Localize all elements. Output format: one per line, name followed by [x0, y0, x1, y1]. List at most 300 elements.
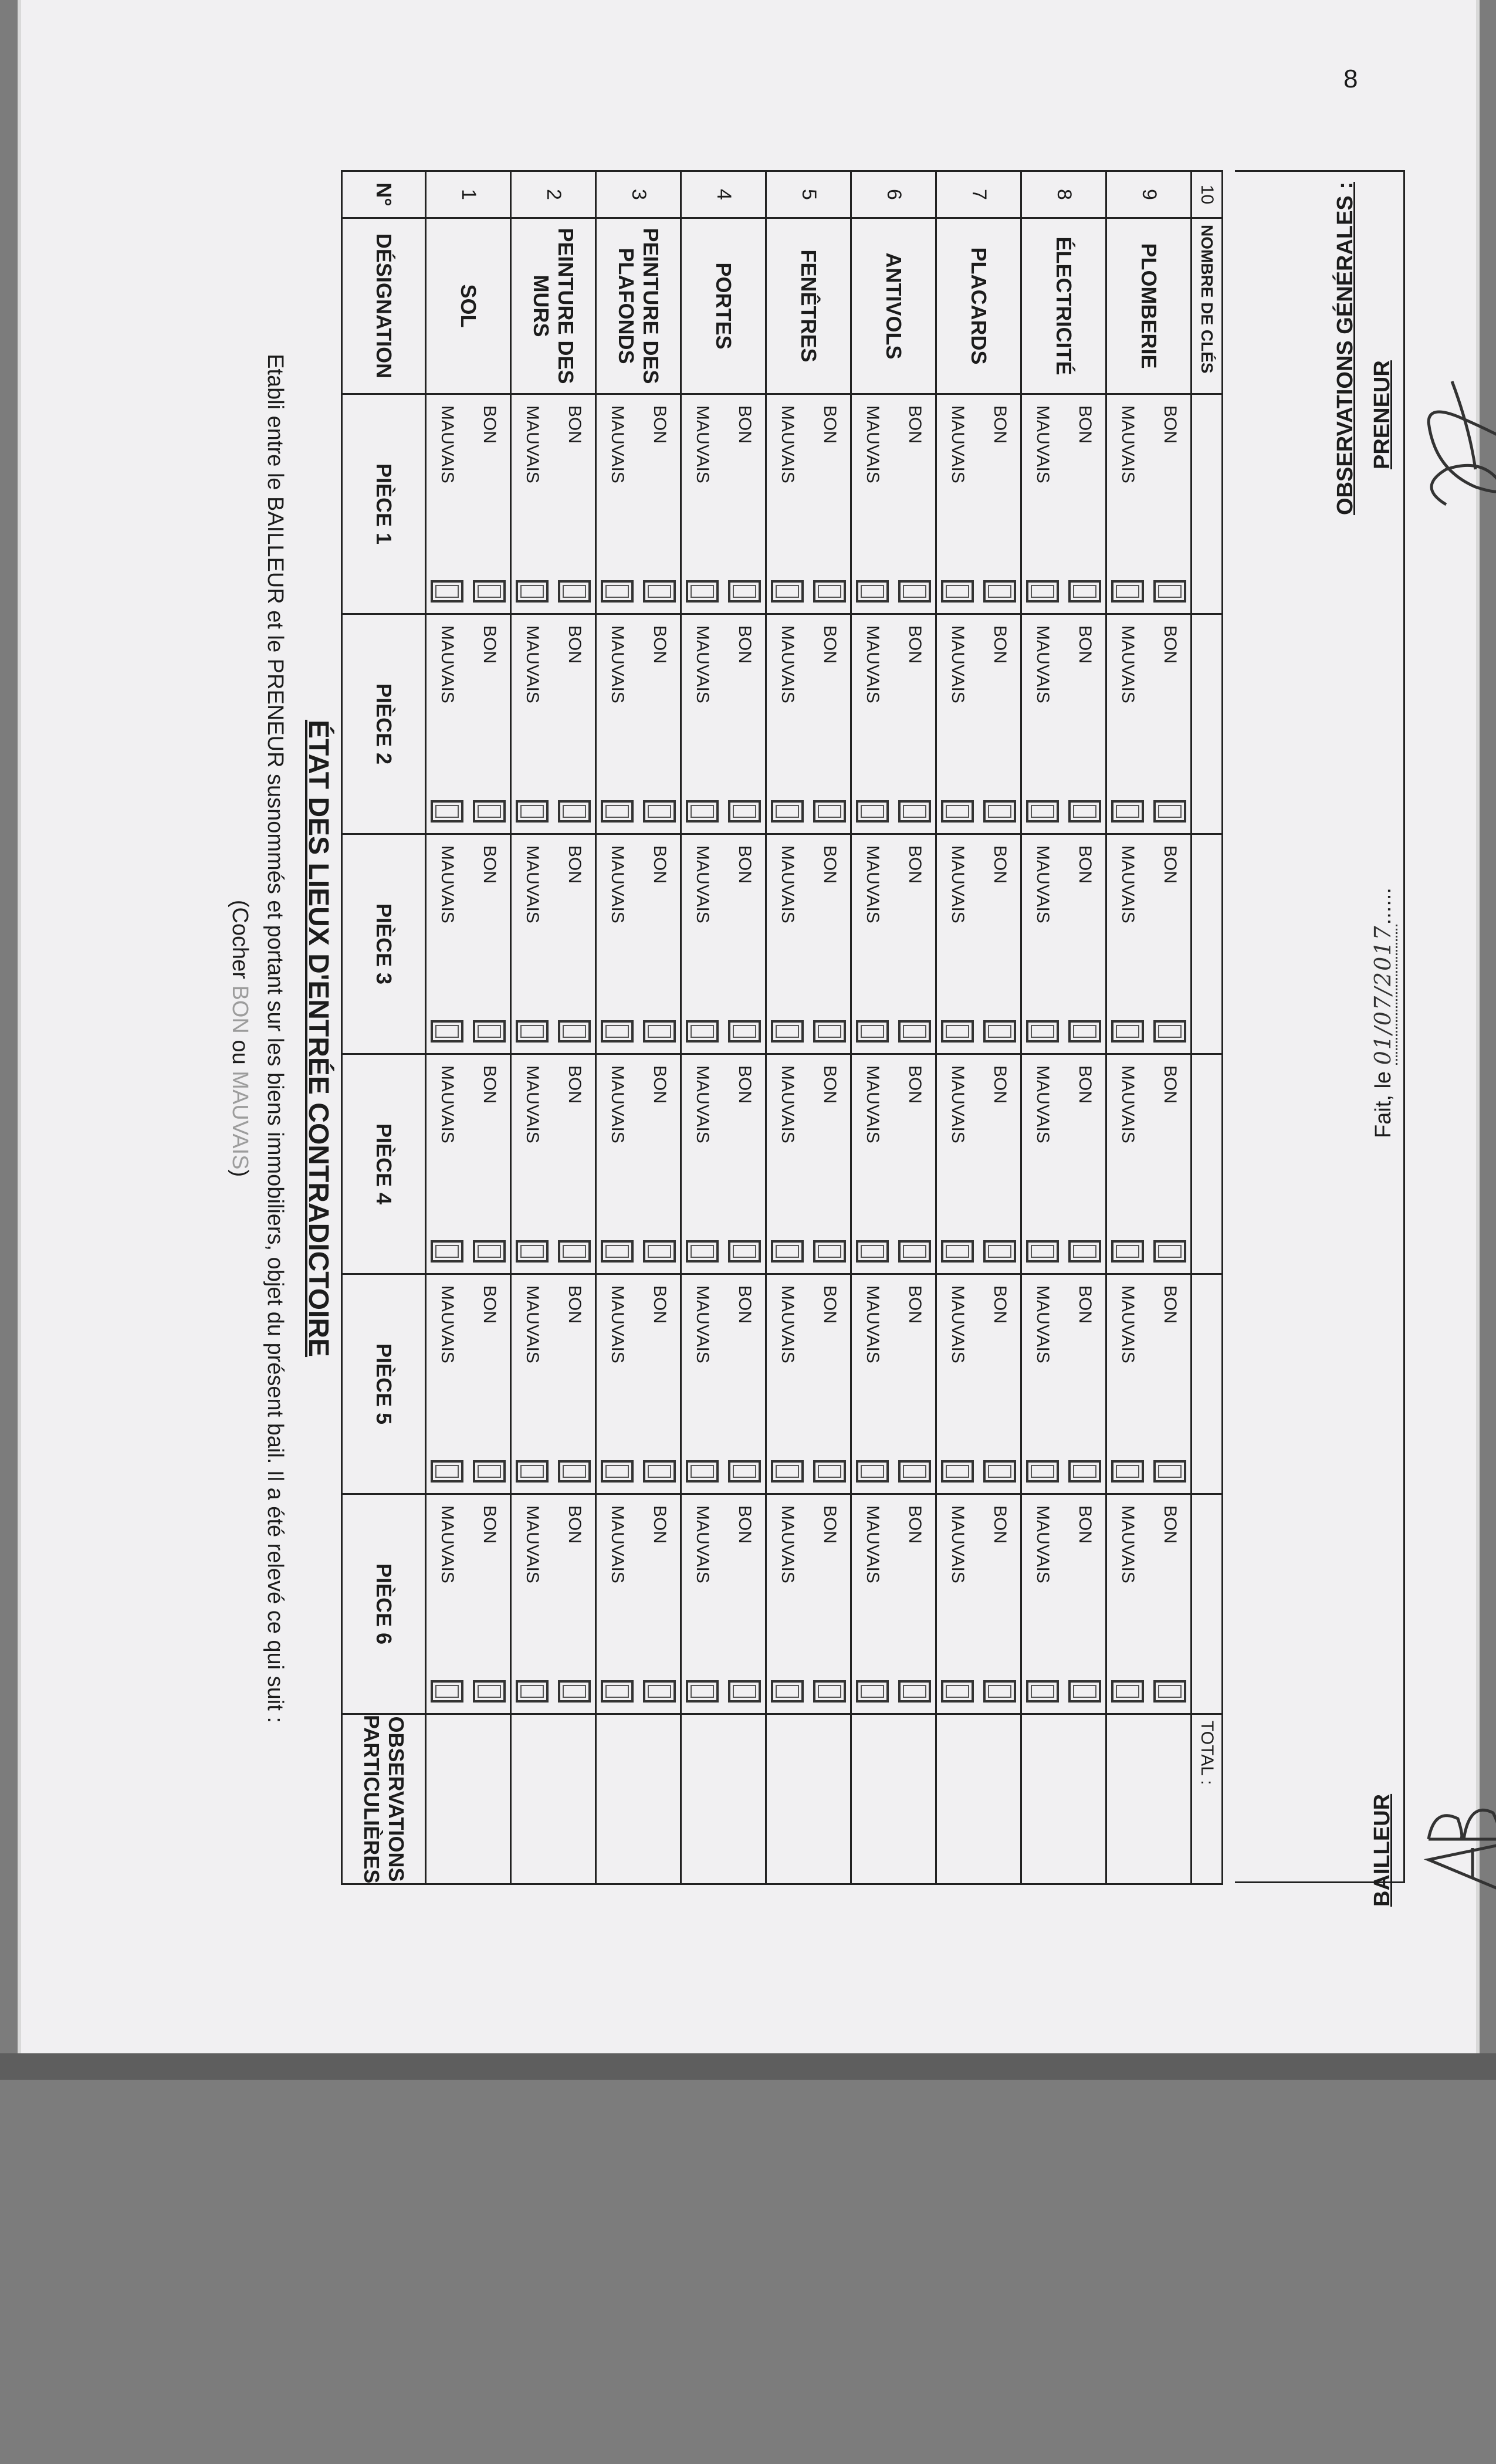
option-good-checkbox[interactable] [643, 800, 676, 823]
option-good-checkbox[interactable] [1153, 1240, 1186, 1263]
option-good-checkbox[interactable] [728, 1680, 761, 1703]
option-good-checkbox[interactable] [558, 580, 591, 603]
option-bad [516, 625, 549, 823]
option-good-checkbox[interactable] [898, 800, 931, 823]
table-row [936, 171, 1021, 1884]
row-designation [936, 218, 1021, 394]
row-observations-cell[interactable] [851, 1714, 936, 1884]
option-good-checkbox[interactable] [1068, 1020, 1101, 1043]
option-good [558, 405, 591, 603]
option-bad-label: MAUVAIS [438, 625, 457, 703]
condition-options [1111, 1055, 1186, 1273]
table-row [511, 171, 596, 1884]
option-bad-checkbox[interactable] [941, 1020, 974, 1043]
option-bad-checkbox[interactable] [516, 580, 549, 603]
row-observations-cell[interactable] [426, 1714, 511, 1884]
option-bad-checkbox[interactable] [686, 1240, 719, 1263]
option-good-checkbox[interactable] [813, 580, 846, 603]
option-good-label: BON [990, 405, 1010, 444]
option-good-label: BON [820, 1505, 840, 1544]
option-bad [1026, 625, 1059, 823]
option-good-checkbox[interactable] [643, 1240, 676, 1263]
piece-6-cell [681, 1494, 766, 1714]
condition-options [941, 835, 1016, 1053]
option-good-label: BON [1075, 405, 1095, 444]
option-good-label: BON [650, 1505, 669, 1544]
row-number [1106, 171, 1192, 218]
row-number-text: 8 [1052, 189, 1075, 200]
piece-3-cell [936, 834, 1021, 1054]
row-observations-cell[interactable] [936, 1714, 1021, 1884]
option-bad-checkbox[interactable] [1026, 1680, 1059, 1703]
header-piece-2 [342, 614, 426, 834]
condition-options [686, 615, 761, 833]
option-good-checkbox[interactable] [558, 800, 591, 823]
keys-piece-1-cell[interactable] [1192, 394, 1223, 614]
keys-piece-4-cell[interactable] [1192, 1054, 1223, 1274]
option-good [1068, 405, 1101, 603]
piece-1-cell [1021, 394, 1106, 614]
option-bad-checkbox[interactable] [516, 800, 549, 823]
row-designation-text: PLOMBERIE [1137, 243, 1161, 369]
option-bad-label: MAUVAIS [523, 625, 542, 703]
row-designation [1021, 218, 1106, 394]
option-bad-checkbox[interactable] [1111, 1020, 1144, 1043]
option-good-checkbox[interactable] [983, 800, 1016, 823]
option-good [728, 405, 761, 603]
option-good [898, 1505, 931, 1703]
option-bad-checkbox[interactable] [771, 800, 804, 823]
option-bad [431, 625, 463, 823]
option-good-label: BON [1160, 1065, 1180, 1104]
condition-options [856, 395, 931, 613]
table-row [851, 171, 936, 1884]
condition-options [1111, 395, 1186, 613]
option-good-label: BON [480, 1065, 499, 1104]
option-bad [601, 1505, 634, 1703]
option-bad-checkbox[interactable] [856, 1680, 889, 1703]
option-bad [1026, 1505, 1059, 1703]
option-bad [856, 845, 889, 1043]
option-bad-label: MAUVAIS [1033, 1505, 1052, 1583]
condition-options [431, 1275, 506, 1493]
table-row [1106, 171, 1192, 1884]
piece-6-cell [511, 1494, 596, 1714]
condition-options [856, 615, 931, 833]
option-good-checkbox[interactable] [643, 1020, 676, 1043]
piece-1-cell [681, 394, 766, 614]
option-good [813, 1285, 846, 1483]
option-good-label: BON [735, 625, 754, 664]
option-bad-checkbox[interactable] [1111, 1240, 1144, 1263]
option-bad-checkbox[interactable] [941, 800, 974, 823]
row-observations-cell[interactable] [1106, 1714, 1192, 1884]
piece-3-cell [766, 834, 851, 1054]
option-bad-checkbox[interactable] [1111, 1680, 1144, 1703]
option-bad [1111, 845, 1144, 1043]
keys-row-label-text: NOMBRE DE CLÉS [1198, 225, 1216, 374]
option-good [728, 845, 761, 1043]
option-good [1068, 625, 1101, 823]
row-observations-cell[interactable] [766, 1714, 851, 1884]
option-bad-checkbox[interactable] [601, 1680, 634, 1703]
preneur-signature [1411, 370, 1496, 522]
option-bad-checkbox[interactable] [601, 1020, 634, 1043]
option-bad-checkbox[interactable] [856, 1460, 889, 1483]
row-designation-text: FENÊTRES [797, 249, 821, 363]
row-number-text: 9 [1138, 189, 1160, 200]
option-good [728, 1285, 761, 1483]
piece-3-cell [426, 834, 511, 1054]
page-number: 8 [1343, 65, 1358, 93]
keys-piece-2-cell[interactable] [1192, 614, 1223, 834]
condition-options [516, 1495, 591, 1713]
option-good-checkbox[interactable] [473, 1020, 506, 1043]
condition-options [941, 1055, 1016, 1273]
option-bad-checkbox[interactable] [771, 580, 804, 603]
option-bad-label: MAUVAIS [1118, 1285, 1138, 1363]
row-number [1021, 171, 1106, 218]
option-bad-label: MAUVAIS [608, 625, 627, 703]
option-bad-checkbox[interactable] [1026, 580, 1059, 603]
option-good [558, 1065, 591, 1263]
option-bad [686, 405, 719, 603]
option-bad-label: MAUVAIS [523, 845, 542, 923]
keys-total-cell [1192, 1714, 1223, 1884]
piece-2-cell [426, 614, 511, 834]
option-good-checkbox[interactable] [728, 1240, 761, 1263]
option-good [1153, 405, 1186, 603]
row-observations-cell[interactable] [1021, 1714, 1106, 1884]
option-bad [1026, 1285, 1059, 1483]
option-good-checkbox[interactable] [898, 1240, 931, 1263]
option-good [473, 1505, 506, 1703]
option-good-checkbox[interactable] [983, 1460, 1016, 1483]
option-good-checkbox[interactable] [813, 1020, 846, 1043]
option-bad-checkbox[interactable] [1026, 1020, 1059, 1043]
option-bad [771, 1285, 804, 1483]
option-good-checkbox[interactable] [898, 1460, 931, 1483]
option-good-checkbox[interactable] [558, 1240, 591, 1263]
header-piece-6-text: PIÈCE 6 [372, 1563, 396, 1645]
option-good-label: BON [735, 1505, 754, 1544]
option-bad-label: MAUVAIS [1033, 1065, 1052, 1143]
header-num-text: N° [372, 182, 396, 207]
option-good-checkbox[interactable] [983, 1680, 1016, 1703]
row-observations-cell[interactable] [681, 1714, 766, 1884]
table-row [426, 171, 511, 1884]
option-bad-checkbox[interactable] [856, 1240, 889, 1263]
option-good-checkbox[interactable] [813, 800, 846, 823]
option-bad-checkbox[interactable] [431, 1240, 463, 1263]
row-number-text: 6 [882, 189, 905, 200]
option-good-label: BON [650, 845, 669, 884]
option-bad-label: MAUVAIS [863, 1065, 882, 1143]
option-bad-checkbox[interactable] [771, 1680, 804, 1703]
option-good [983, 845, 1016, 1043]
option-bad-checkbox[interactable] [516, 1680, 549, 1703]
option-bad-checkbox[interactable] [516, 1020, 549, 1043]
option-good-label: BON [820, 1285, 840, 1324]
piece-1-cell [936, 394, 1021, 614]
option-good-checkbox[interactable] [813, 1240, 846, 1263]
condition-options [1026, 615, 1101, 833]
option-bad [941, 1065, 974, 1263]
option-good-checkbox[interactable] [1153, 580, 1186, 603]
option-good-checkbox[interactable] [983, 1020, 1016, 1043]
option-bad-checkbox[interactable] [941, 1460, 974, 1483]
piece-5-cell [1106, 1274, 1192, 1494]
option-bad-checkbox[interactable] [601, 1240, 634, 1263]
piece-3-cell [511, 834, 596, 1054]
condition-options [941, 1495, 1016, 1713]
option-bad-checkbox[interactable] [941, 1240, 974, 1263]
option-good-checkbox[interactable] [983, 580, 1016, 603]
condition-options [431, 615, 506, 833]
option-good [813, 625, 846, 823]
option-good-checkbox[interactable] [558, 1460, 591, 1483]
option-good-checkbox[interactable] [1068, 1460, 1101, 1483]
option-bad-checkbox[interactable] [686, 580, 719, 603]
option-good-checkbox[interactable] [1068, 1680, 1101, 1703]
option-bad [601, 405, 634, 603]
option-good-checkbox[interactable] [1153, 1020, 1186, 1043]
option-bad-label: MAUVAIS [693, 625, 712, 703]
option-good-label: BON [1160, 625, 1180, 664]
rotated-document [173, 158, 1396, 1918]
option-bad-checkbox[interactable] [431, 1020, 463, 1043]
option-bad-label: MAUVAIS [1118, 625, 1138, 703]
option-bad-checkbox[interactable] [1111, 800, 1144, 823]
option-good-label: BON [735, 1285, 754, 1324]
option-good [643, 1065, 676, 1263]
condition-options [601, 615, 676, 833]
condition-options [941, 615, 1016, 833]
option-good [643, 405, 676, 603]
option-good-checkbox[interactable] [728, 1020, 761, 1043]
option-bad-checkbox[interactable] [941, 1680, 974, 1703]
option-bad-label: MAUVAIS [863, 405, 882, 483]
condition-options [686, 1055, 761, 1273]
option-good-checkbox[interactable] [1068, 1240, 1101, 1263]
option-bad-checkbox[interactable] [856, 800, 889, 823]
condition-options [516, 395, 591, 613]
option-good-checkbox[interactable] [473, 1680, 506, 1703]
option-good [1068, 845, 1101, 1043]
option-good-label: BON [905, 625, 925, 664]
option-good-label: BON [1160, 405, 1180, 444]
option-bad-label: MAUVAIS [438, 1285, 457, 1363]
piece-2-cell [1021, 614, 1106, 834]
option-good-checkbox[interactable] [643, 1680, 676, 1703]
condition-options [601, 1495, 676, 1713]
table-row [681, 171, 766, 1884]
piece-6-cell [1021, 1494, 1106, 1714]
option-bad-label: MAUVAIS [778, 1505, 797, 1583]
option-good-label: BON [1160, 1285, 1180, 1324]
condition-options [686, 1495, 761, 1713]
option-bad [1111, 1285, 1144, 1483]
keys-piece-3-cell[interactable] [1192, 834, 1223, 1054]
option-bad-checkbox[interactable] [1026, 1460, 1059, 1483]
date-dots: ...... [1371, 888, 1396, 925]
condition-options [686, 395, 761, 613]
option-bad-checkbox[interactable] [686, 1020, 719, 1043]
option-bad-label: MAUVAIS [523, 1285, 542, 1363]
option-good-checkbox[interactable] [728, 1460, 761, 1483]
keys-row-label [1192, 218, 1223, 394]
option-bad-checkbox[interactable] [686, 1460, 719, 1483]
condition-options [856, 1275, 931, 1493]
option-good-checkbox[interactable] [898, 1680, 931, 1703]
option-bad [686, 845, 719, 1043]
option-bad-checkbox[interactable] [601, 800, 634, 823]
option-bad-checkbox[interactable] [601, 1460, 634, 1483]
option-good-label: BON [820, 405, 840, 444]
piece-5-cell [1021, 1274, 1106, 1494]
option-good-checkbox[interactable] [558, 1020, 591, 1043]
option-bad-label: MAUVAIS [1033, 1285, 1052, 1363]
option-bad [771, 1065, 804, 1263]
option-bad-label: MAUVAIS [438, 845, 457, 923]
row-observations-cell[interactable] [596, 1714, 681, 1884]
option-bad-checkbox[interactable] [771, 1020, 804, 1043]
option-good-checkbox[interactable] [643, 1460, 676, 1483]
option-bad-checkbox[interactable] [431, 800, 463, 823]
option-good-label: BON [480, 845, 499, 884]
keys-piece-6-cell[interactable] [1192, 1494, 1223, 1714]
piece-2-cell [596, 614, 681, 834]
piece-1-cell [766, 394, 851, 614]
option-bad-checkbox[interactable] [431, 1460, 463, 1483]
option-good [983, 625, 1016, 823]
option-bad-checkbox[interactable] [431, 580, 463, 603]
option-good-checkbox[interactable] [1068, 580, 1101, 603]
option-bad-checkbox[interactable] [516, 1460, 549, 1483]
option-good-checkbox[interactable] [473, 1460, 506, 1483]
option-good-checkbox[interactable] [473, 1240, 506, 1263]
option-bad [771, 1505, 804, 1703]
option-bad-checkbox[interactable] [1111, 1460, 1144, 1483]
option-good [813, 1065, 846, 1263]
option-good [473, 625, 506, 823]
option-bad-label: MAUVAIS [608, 405, 627, 483]
piece-6-cell [596, 1494, 681, 1714]
option-bad-checkbox[interactable] [1026, 800, 1059, 823]
option-bad [431, 1285, 463, 1483]
general-observations-label: OBSERVATIONS GÉNÉRALES : [1333, 182, 1358, 515]
option-bad-checkbox[interactable] [771, 1240, 804, 1263]
option-bad [431, 845, 463, 1043]
option-bad [516, 405, 549, 603]
option-good-checkbox[interactable] [473, 800, 506, 823]
option-good [473, 845, 506, 1043]
option-bad [856, 405, 889, 603]
option-bad-checkbox[interactable] [431, 1680, 463, 1703]
option-good-label: BON [565, 1065, 584, 1104]
option-bad [601, 1285, 634, 1483]
row-designation [851, 218, 936, 394]
option-good-checkbox[interactable] [473, 580, 506, 603]
option-bad-checkbox[interactable] [941, 580, 974, 603]
option-bad-checkbox[interactable] [516, 1240, 549, 1263]
option-good-checkbox[interactable] [898, 1020, 931, 1043]
option-good [898, 1065, 931, 1263]
row-observations-cell[interactable] [511, 1714, 596, 1884]
option-good-checkbox[interactable] [643, 580, 676, 603]
row-number-text: 2 [542, 189, 565, 200]
option-bad-checkbox[interactable] [1026, 1240, 1059, 1263]
header-designation-text: DÉSIGNATION [372, 233, 396, 379]
option-bad-label: MAUVAIS [693, 845, 712, 923]
option-good-checkbox[interactable] [1068, 800, 1101, 823]
keys-piece-5-cell[interactable] [1192, 1274, 1223, 1494]
option-bad [516, 845, 549, 1043]
piece-3-cell [681, 834, 766, 1054]
row-designation [426, 218, 511, 394]
piece-2-cell [936, 614, 1021, 834]
option-bad-checkbox[interactable] [686, 1680, 719, 1703]
option-good-label: BON [480, 625, 499, 664]
option-good-checkbox[interactable] [1153, 1680, 1186, 1703]
option-bad [431, 1065, 463, 1263]
option-bad-label: MAUVAIS [523, 1505, 542, 1583]
option-good-checkbox[interactable] [813, 1460, 846, 1483]
row-number-text: 4 [712, 189, 735, 200]
option-bad-checkbox[interactable] [601, 580, 634, 603]
option-good-checkbox[interactable] [558, 1680, 591, 1703]
option-bad-checkbox[interactable] [686, 800, 719, 823]
option-bad [856, 1505, 889, 1703]
option-bad-checkbox[interactable] [856, 580, 889, 603]
piece-1-cell [596, 394, 681, 614]
option-good-checkbox[interactable] [983, 1240, 1016, 1263]
row-number [511, 171, 596, 218]
condition-options [686, 835, 761, 1053]
condition-options [1111, 1495, 1186, 1713]
option-good-checkbox[interactable] [813, 1680, 846, 1703]
option-good-checkbox[interactable] [728, 800, 761, 823]
option-good-label: BON [565, 405, 584, 444]
condition-options [771, 1275, 846, 1493]
option-bad [771, 845, 804, 1043]
condition-options [1026, 1055, 1101, 1273]
piece-5-cell [936, 1274, 1021, 1494]
option-good [558, 1505, 591, 1703]
option-good-checkbox[interactable] [1153, 800, 1186, 823]
option-good-checkbox[interactable] [1153, 1460, 1186, 1483]
option-bad-checkbox[interactable] [771, 1460, 804, 1483]
option-bad-checkbox[interactable] [1111, 580, 1144, 603]
row-designation-text: ANTIVOLS [882, 252, 906, 360]
header-piece-2-text: PIÈCE 2 [372, 683, 396, 765]
option-good-label: BON [650, 405, 669, 444]
option-bad-label: MAUVAIS [948, 845, 967, 923]
row-designation-text: PEINTURE DES MURS [529, 228, 578, 384]
option-good [558, 845, 591, 1043]
option-bad-label: MAUVAIS [1118, 1065, 1138, 1143]
option-good-label: BON [1075, 845, 1095, 884]
option-good [728, 625, 761, 823]
option-good [1068, 1505, 1101, 1703]
option-bad [1111, 1065, 1144, 1263]
option-bad-checkbox[interactable] [856, 1020, 889, 1043]
option-bad-label: MAUVAIS [863, 1505, 882, 1583]
option-good-checkbox[interactable] [728, 580, 761, 603]
piece-3-cell [851, 834, 936, 1054]
row-number-text: 1 [457, 189, 480, 200]
option-good-checkbox[interactable] [898, 580, 931, 603]
